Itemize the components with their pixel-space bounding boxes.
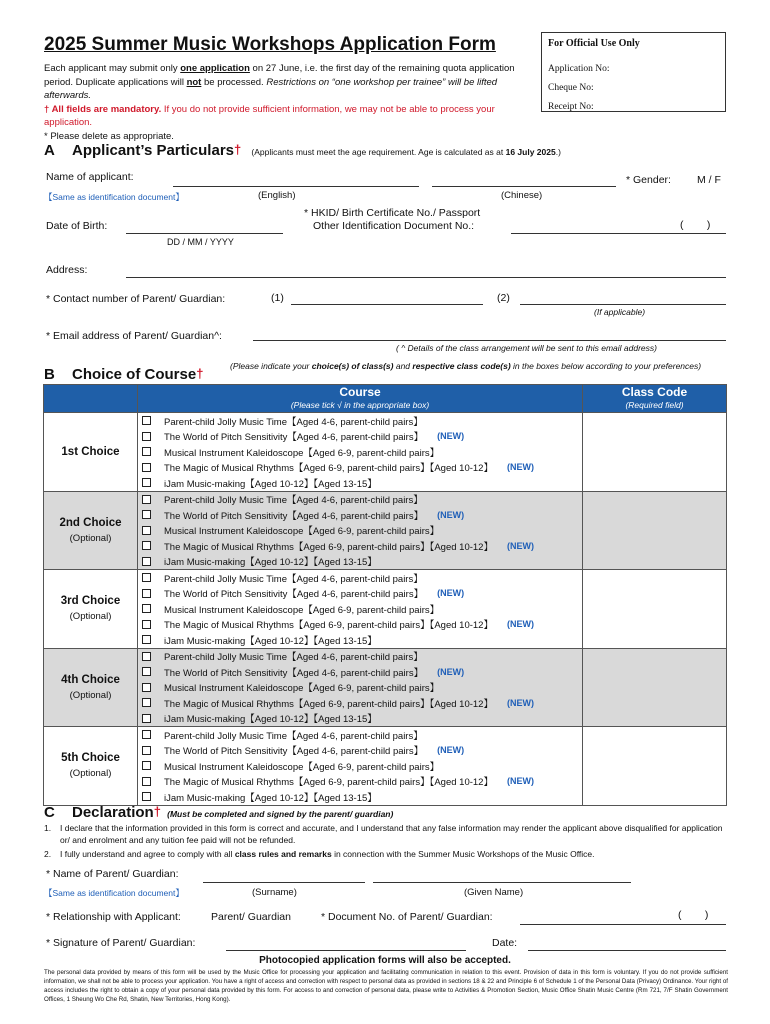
course-checkbox[interactable] [142,652,151,661]
form-title: 2025 Summer Music Workshops Application Form [44,34,496,55]
course-choice-table [43,384,727,806]
intro-notes [44,62,532,143]
course-option[interactable] [138,601,582,617]
course-checkbox[interactable] [142,432,151,441]
choice-optional-label: (Optional) [69,768,112,780]
course-option[interactable] [138,475,582,491]
choice-row [44,570,727,649]
course-option[interactable] [138,570,582,586]
course-option[interactable] [138,617,582,633]
dob-field[interactable] [126,233,283,234]
choice-row [44,413,727,492]
address-label: Address: [46,264,88,276]
course-name: Musical Instrument Kaleidoscope【Aged 6-9, parent-child pairs】 [164,761,440,773]
course-name: iJam Music-making【Aged 10-12】【Aged 13-15】 [164,557,377,569]
contact-1-field[interactable] [291,304,483,305]
english-caption: (English) [258,190,296,201]
email-label: * Email address of Parent/ Guardian^: [46,330,222,342]
official-use-box [541,32,726,112]
id-label-line1: * HKID/ Birth Certificate No./ Passport [304,207,481,219]
declaration-item-1: 1. I declare that the information provided in this form is correct and accurate, and I understand that any false information may render the applicant above disqualified for application or/ and enrolment and any tuition fee paid will not be refunded. [44,823,723,845]
course-checkbox[interactable] [142,526,151,535]
applicant-name-label: Name of applicant: [46,171,134,183]
course-option[interactable] [138,758,582,774]
class-code-field[interactable] [583,413,727,492]
course-checkbox[interactable] [142,746,151,755]
declaration-subtitle: (Must be completed and signed by the parent/ guardian) [167,809,394,819]
signature-field[interactable] [226,950,466,951]
course-checkbox[interactable] [142,447,151,456]
parent-doc-no-label: * Document No. of Parent/ Guardian: [321,911,493,923]
course-name: The World of Pitch Sensitivity【Aged 4-6, parent-child pairs】 [164,746,424,758]
parent-name-label: * Name of Parent/ Guardian: [46,868,179,880]
course-name: The Magic of Musical Rhythms【Aged 6-9, parent-child pairs】【Aged 10-12】 [164,620,493,632]
class-code-column-header: Class Code (Required field) [583,385,727,413]
course-name: Parent-child Jolly Music Time【Aged 4-6, parent-child pairs】 [164,730,423,742]
course-checkbox[interactable] [142,714,151,723]
choice-label-cell [44,727,138,806]
parent-doc-no-field[interactable] [520,924,726,925]
section-c-heading: C Declaration† (Must be completed and signed by the parent/ guardian) [44,804,394,821]
new-badge: (NEW) [437,588,465,599]
id-check-digit[interactable]: ( ) [680,219,711,231]
course-checkbox[interactable] [142,573,151,582]
course-option[interactable] [138,429,582,445]
course-name: iJam Music-making【Aged 10-12】【Aged 13-15】 [164,478,377,490]
new-badge: (NEW) [506,697,534,708]
course-checkbox[interactable] [142,416,151,425]
course-name: The Magic of Musical Rhythms【Aged 6-9, parent-child pairs】【Aged 10-12】 [164,463,493,475]
if-applicable-note: (If applicable) [594,307,646,317]
privacy-statement: The personal data provided by means of this form will be used by the Music Office for processing your application and facilitating communication in relation to this event. Provision of data in this form is voluntary. If you do not provide sufficient information, we shall not be able to process your application. You have a right of access and correction with respect to personal data as provided in sections 18 & 22 and Principle 6 of Schedule 1 of the Personal Data (Privacy) Ordinance. Your right of access includes the right to obtain a copy of your personal data provided by this form. For access to and correction of personal data, please write to Activities & Promotion Section, Music Office Shatin Music Centre (Rm 721, 7/F Shatin Government Offices, 1 Sheung Wo Che Rd, Shatin, New Territories, Hong Kong). [44,969,728,1003]
course-name: The World of Pitch Sensitivity【Aged 4-6, parent-child pairs】 [164,667,424,679]
course-option[interactable] [138,695,582,711]
course-checkbox[interactable] [142,495,151,504]
course-checkbox[interactable] [142,761,151,770]
course-option[interactable] [138,554,582,570]
choice-label-cell [44,648,138,727]
course-option[interactable] [138,711,582,727]
dob-format: DD / MM / YYYY [167,237,234,247]
delete-notice: * Please delete as appropriate. [44,130,174,142]
course-checkbox[interactable] [142,589,151,598]
course-checkbox[interactable] [142,510,151,519]
id-number-field[interactable] [511,233,726,234]
applicant-name-english-field[interactable] [173,186,419,187]
course-name: Musical Instrument Kaleidoscope【Aged 6-9, parent-child pairs】 [164,604,440,616]
course-name: iJam Music-making【Aged 10-12】【Aged 13-15】 [164,635,377,647]
receipt-no-label: Receipt No: [548,102,594,112]
new-badge: (NEW) [437,666,465,677]
course-checkbox[interactable] [142,730,151,739]
course-option[interactable] [138,789,582,805]
new-badge: (NEW) [506,619,534,630]
class-code-field[interactable] [583,570,727,649]
relationship-label: * Relationship with Applicant: [46,911,181,923]
gender-label: * Gender: [626,174,671,186]
choice-row [44,491,727,570]
choice-label: 5th Choice [61,752,120,765]
choice-label: 1st Choice [61,445,120,458]
section-a-heading: A Applicant’s Particulars† (Applicants must meet the age requirement. Age is calculated as at 16 July 2025.) [44,142,561,159]
course-name: Parent-child Jolly Music Time【Aged 4-6, parent-child pairs】 [164,416,423,428]
mandatory-notice: † All fields are mandatory. If you do not provide sufficient information, we may not be able to process your application. [44,103,495,128]
class-code-field[interactable] [583,648,727,727]
course-checkbox[interactable] [142,667,151,676]
course-name: Parent-child Jolly Music Time【Aged 4-6, parent-child pairs】 [164,495,423,507]
course-name: The World of Pitch Sensitivity【Aged 4-6, parent-child pairs】 [164,510,424,522]
course-checkbox[interactable] [142,541,151,550]
class-code-field[interactable] [583,491,727,570]
application-no-label: Application No: [548,64,610,74]
date-field[interactable] [528,950,726,951]
chinese-caption: (Chinese) [501,190,543,201]
course-option[interactable] [138,774,582,790]
course-options-cell [138,570,583,649]
course-option[interactable] [138,413,582,429]
course-option[interactable] [138,743,582,759]
surname-caption: (Surname) [252,887,297,898]
contact-2-field[interactable] [520,304,726,305]
course-name: The World of Pitch Sensitivity【Aged 4-6, parent-child pairs】 [164,432,424,444]
dob-label: Date of Birth: [46,220,108,232]
new-badge: (NEW) [506,776,534,787]
same-as-id-note: 【Same as identification document】 [44,192,184,202]
course-checkbox[interactable] [142,478,151,487]
course-option[interactable] [138,632,582,648]
choice-label: 2nd Choice [59,516,122,529]
new-badge: (NEW) [506,462,534,473]
course-option[interactable] [138,680,582,696]
course-checkbox[interactable] [142,463,151,472]
new-badge: (NEW) [437,745,465,756]
choice-optional-label: (Optional) [69,689,112,701]
course-name: The Magic of Musical Rhythms【Aged 6-9, parent-child pairs】【Aged 10-12】 [164,777,493,789]
parent-given-name-field[interactable] [373,882,631,883]
gender-value[interactable]: M / F [697,174,721,186]
choice-label: 3rd Choice [60,595,121,608]
course-name: Parent-child Jolly Music Time【Aged 4-6, parent-child pairs】 [164,652,423,664]
email-note: ( ^ Details of the class arrangement will be sent to this email address) [396,343,657,353]
official-use-heading: For Official Use Only [548,38,640,49]
course-options-cell [138,413,583,492]
declaration-list [44,822,728,860]
course-option[interactable] [138,649,582,665]
relationship-value[interactable]: Parent/ Guardian [211,911,291,923]
choice-label: 4th Choice [61,673,120,686]
parent-same-as-id-note: 【Same as identification document】 [44,888,184,898]
intro-rules: Each applicant may submit only one application on 27 June, i.e. the first day of the remaining quota application period. Duplicate applications will not be processed. Restrictions on “one workshop per trainee” will be lifted afterwards. [44,63,515,101]
course-options-cell [138,648,583,727]
course-checkbox[interactable] [142,604,151,613]
course-checkbox[interactable] [142,777,151,786]
course-name: The World of Pitch Sensitivity【Aged 4-6, parent-child pairs】 [164,589,424,601]
choice-row [44,727,727,806]
course-checkbox[interactable] [142,620,151,629]
course-option[interactable] [138,538,582,554]
course-option[interactable] [138,444,582,460]
signature-label: * Signature of Parent/ Guardian: [46,937,196,949]
contact-1-label: (1) [271,292,284,304]
section-b-heading: B Choice of Course† [44,366,204,383]
course-option[interactable] [138,664,582,680]
address-field[interactable] [126,277,726,278]
choice-label-cell [44,491,138,570]
choice-label-cell [44,570,138,649]
course-checkbox[interactable] [142,557,151,566]
course-options-cell [138,727,583,806]
course-name: Musical Instrument Kaleidoscope【Aged 6-9, parent-child pairs】 [164,447,440,459]
new-badge: (NEW) [506,540,534,551]
course-option[interactable] [138,460,582,476]
id-label-line2: Other Identification Document No.: [313,220,475,232]
course-name: Musical Instrument Kaleidoscope【Aged 6-9, parent-child pairs】 [164,526,440,538]
choice-optional-label: (Optional) [69,532,112,544]
course-name: iJam Music-making【Aged 10-12】【Aged 13-15】 [164,714,377,726]
course-checkbox[interactable] [142,698,151,707]
choice-label-cell [44,413,138,492]
course-name: Parent-child Jolly Music Time【Aged 4-6, parent-child pairs】 [164,573,423,585]
course-name: Musical Instrument Kaleidoscope【Aged 6-9, parent-child pairs】 [164,683,440,695]
course-checkbox[interactable] [142,683,151,692]
email-field[interactable] [253,340,726,341]
choice-row [44,648,727,727]
new-badge: (NEW) [437,509,465,520]
new-badge: (NEW) [437,431,465,442]
class-code-field[interactable] [583,727,727,806]
age-note: (Applicants must meet the age requirement. Age is calculated as at 16 July 2025.) [251,147,561,157]
parent-surname-field[interactable] [203,882,365,883]
given-name-caption: (Given Name) [464,887,524,898]
applicant-name-chinese-field[interactable] [432,186,616,187]
course-name: iJam Music-making【Aged 10-12】【Aged 13-15】 [164,792,377,804]
course-option[interactable] [138,507,582,523]
contact-label: * Contact number of Parent/ Guardian: [46,293,226,305]
section-b-note: (Please indicate your choice(s) of class(s) and respective class code(s) in the boxes below according to your preferences) [230,361,702,371]
cheque-no-label: Cheque No: [548,83,594,93]
table-header-blank [44,385,138,413]
contact-2-label: (2) [497,292,510,304]
course-option[interactable] [138,492,582,508]
course-checkbox[interactable] [142,792,151,801]
course-checkbox[interactable] [142,635,151,644]
course-option[interactable] [138,586,582,602]
photocopy-note: Photocopied application forms will also be accepted. [259,955,511,966]
date-label: Date: [492,937,518,949]
course-column-header: Course (Please tick √ in the appropriate box) [138,385,583,413]
course-options-cell [138,491,583,570]
declaration-item-2: 2. I fully understand and agree to comply with all class rules and remarks in connection with the Summer Music Workshops of the Music Office. [44,849,595,859]
course-name: The Magic of Musical Rhythms【Aged 6-9, parent-child pairs】【Aged 10-12】 [164,541,493,553]
parent-doc-check-digit[interactable]: ( ) [678,909,709,921]
course-name: The Magic of Musical Rhythms【Aged 6-9, parent-child pairs】【Aged 10-12】 [164,698,493,710]
course-option[interactable] [138,727,582,743]
choice-optional-label: (Optional) [69,611,112,623]
course-option[interactable] [138,523,582,539]
